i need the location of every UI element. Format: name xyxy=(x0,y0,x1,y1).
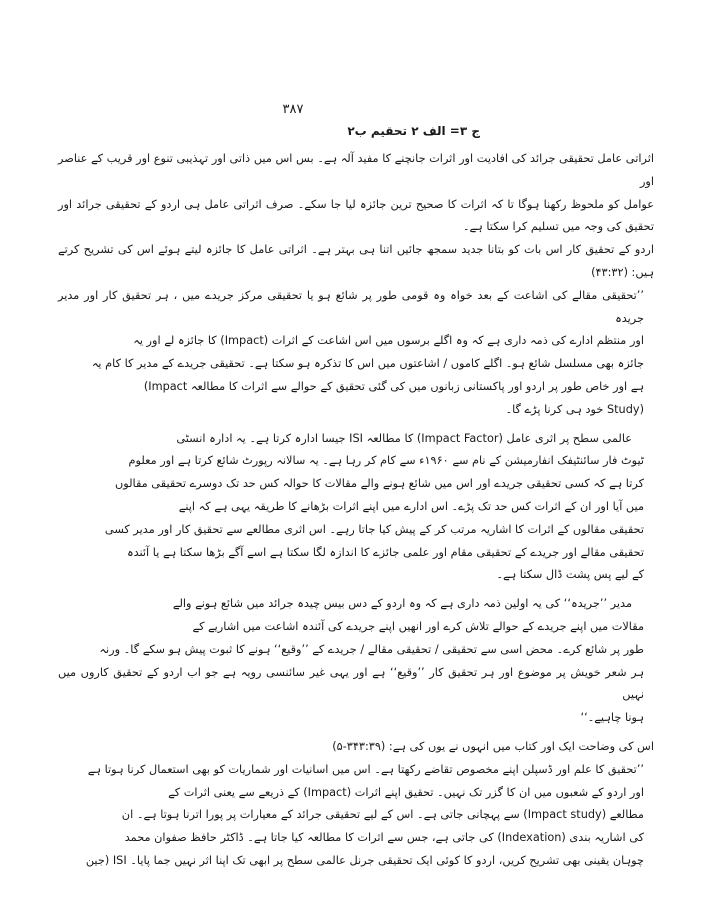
quote-line: مقالات میں اپنے جریدے کے حوالے تلاش کرے اور انھیں اپنے جریدے کی آئندہ اشاعت میں اشاریے کے xyxy=(192,619,644,633)
quote-line: میں آیا اور ان کے اثرات کس حد تک پڑے۔ اس ادارے میں اپنے اثرات بڑھانے کا طریقہ یہی ہے کہ اپنے xyxy=(178,499,644,513)
quote-line: جائزہ بھی مسلسل شائع ہو۔ اگلے کاموں / اشاعتوں میں اس کا تذکرہ ہو سکتا ہے۔ تحقیقی جریدے کے مدیر کا کام یہ xyxy=(91,357,644,371)
quote-line: کے لیے پس پشت ڈال سکتا ہے۔ xyxy=(496,568,644,582)
body-line: اردو کے تحقیق کار اس بات کو بتانا جدید سمجھ جائیں اتنا ہی بہتر ہے۔ اثراتی عامل کا جائزہ لیتے ہوئے اس کی تشریح کرتے ہیں: (۴۳:۳۲) xyxy=(58,243,654,279)
block-quote xyxy=(58,285,654,730)
quote-line: ہونا چاہیے۔‘‘ xyxy=(580,711,644,725)
body-line: اثراتی عامل تحقیقی جرائد کی افادیت اور اثرات جانچنے کا مفید آلہ ہے۔ بس اس میں ذاتی اور تہذیبی تنوع اور قریب کے عناصر اور xyxy=(58,152,654,188)
quote-line: عالمی سطح پر اثری عامل (Impact Factor) کا مطالعہ ISI جیسا ادارہ کرتا ہے۔ یہ ادارہ انسٹی xyxy=(176,431,632,445)
quote-line: مدیر ’’جریدہ‘‘ کی یہ اولین ذمہ داری ہے کہ وہ اردو کے دس بیس چیدہ جرائد میں شائع ہونے والے xyxy=(172,597,632,611)
block-quote xyxy=(58,759,654,873)
quote-line: تحقیقی مقالوں کے اثرات کا اشاریہ مرتب کر کے پیش کیا جاتا رہے۔ اس اثری مطالعے سے تحقیق کار اور مدیر کسی xyxy=(104,522,644,536)
quote-line: تحقیقی مقالے اور جریدے کے تحقیقی مقام اور علمی جائزے کا اندازہ لگا سکتا ہے اسے آگے بڑھا سکتا ہے یا آئندہ xyxy=(126,545,644,559)
body-line: عوامل کو ملحوظ رکھنا ہوگا تا کہ اثرات کا صحیح ترین جائزہ لیا جا سکے۔ صرف اثراتی عامل ہی اردو کے تحقیقی جرائد اور تحقیق کی وجہ میں تسلیم کرا سکتا ہے۔ xyxy=(58,197,654,234)
quote-line: (Study خود ہی کرنا پڑے گا۔ xyxy=(505,402,644,416)
quote-line: کی اشاریہ بندی (Indexation) کی جاتی ہے، جس سے اثرات کا مطالعہ کیا جاتا ہے۔ ڈاکٹر حافظ صفوان محمد xyxy=(124,831,644,845)
quote-line: چوہان یقینی بھی تشریح کریں، اردو کا کوئی ایک تحقیقی جرنل عالمی سطح پر ابھی تک اپنا اثر نہیں جما پایا۔ ISI (جین xyxy=(85,853,644,867)
quote-line: اور اردو کے شعبوں میں ان کا گزر تک نہیں۔ تحقیق اپنے اثرات (Impact) کے ذریعے سے یعنی اثرات کے xyxy=(168,785,644,799)
body-line: اس کی وضاحت ایک اور کتاب میں انہوں نے یوں کی ہے: (۳۴۳:۳۹-۵) xyxy=(332,739,654,753)
quote-line: کرتا ہے کہ کسی تحقیقی جریدے اور اس میں شائع ہونے والے مقالات کا حوالہ کس حد تک دوسرے تحقیقی مقالوں xyxy=(114,477,644,491)
quote-line: ہر شعر خویش پر موضوع اور ہر تحقیق کار ’’وقیع‘‘ ہے اور یہی غیر سائنسی رویہ ہے جو اب اردو کے تحقیق کاروں میں نہیں xyxy=(58,665,644,702)
quote-line: ’’تحقیق کا علم اور ڈسپلن اپنے مخصوص تقاضے رکھتا ہے۔ اس میں اسانیات اور شماریات کو بھی استعمال کرنا ہوتا ہے xyxy=(87,762,644,776)
page-body xyxy=(58,148,654,873)
quote-line: اور منتظم ادارے کی ذمہ داری ہے کہ وہ اگلے برسوں میں اس اشاعت کے اثرات (Impact) کا جائزہ لے اور یہ xyxy=(133,334,644,348)
quote-line: طور پر شائع کرے۔ محض اسی سے تحقیقی / تحقیقی مقالے / جریدے کے ’’وقیع‘‘ ہونے کا ثبوت پیش ہو سکے گا۔ ورنہ xyxy=(99,642,644,656)
section-heading: ج ۳= الف ۲ ‌تحقیم ب۲ xyxy=(347,124,480,138)
quote-line: ٹیوٹ فار سائنٹیفک انفارمیشن کے نام سے ۱۹۶۰ء سے کام کر رہا ہے۔ یہ سالانہ رپورٹ شائع کرتا ہے اور معلوم xyxy=(128,454,644,468)
page-number: ۳۸۷ xyxy=(282,102,304,117)
quote-line: مطالعے (Impact study) سے پہچانی جاتی ہے۔ اس کے لیے تحقیقی جرائد کے معیارات پر پورا اترنا ہوتا ہے۔ ان xyxy=(121,808,644,822)
quote-line: ہے اور خاص طور پر اردو اور پاکستانی زبانوں میں کی گئی تحقیق کے حوالے سے اثرات کا مطالعہ Impact) xyxy=(143,379,644,393)
quote-line: ’’تحقیقی مقالے کی اشاعت کے بعد خواہ وہ قومی طور پر شائع ہو یا تحقیقی مرکز جریدے میں ، ہر تحقیق کار اور مدیر جریدہ xyxy=(58,288,644,325)
